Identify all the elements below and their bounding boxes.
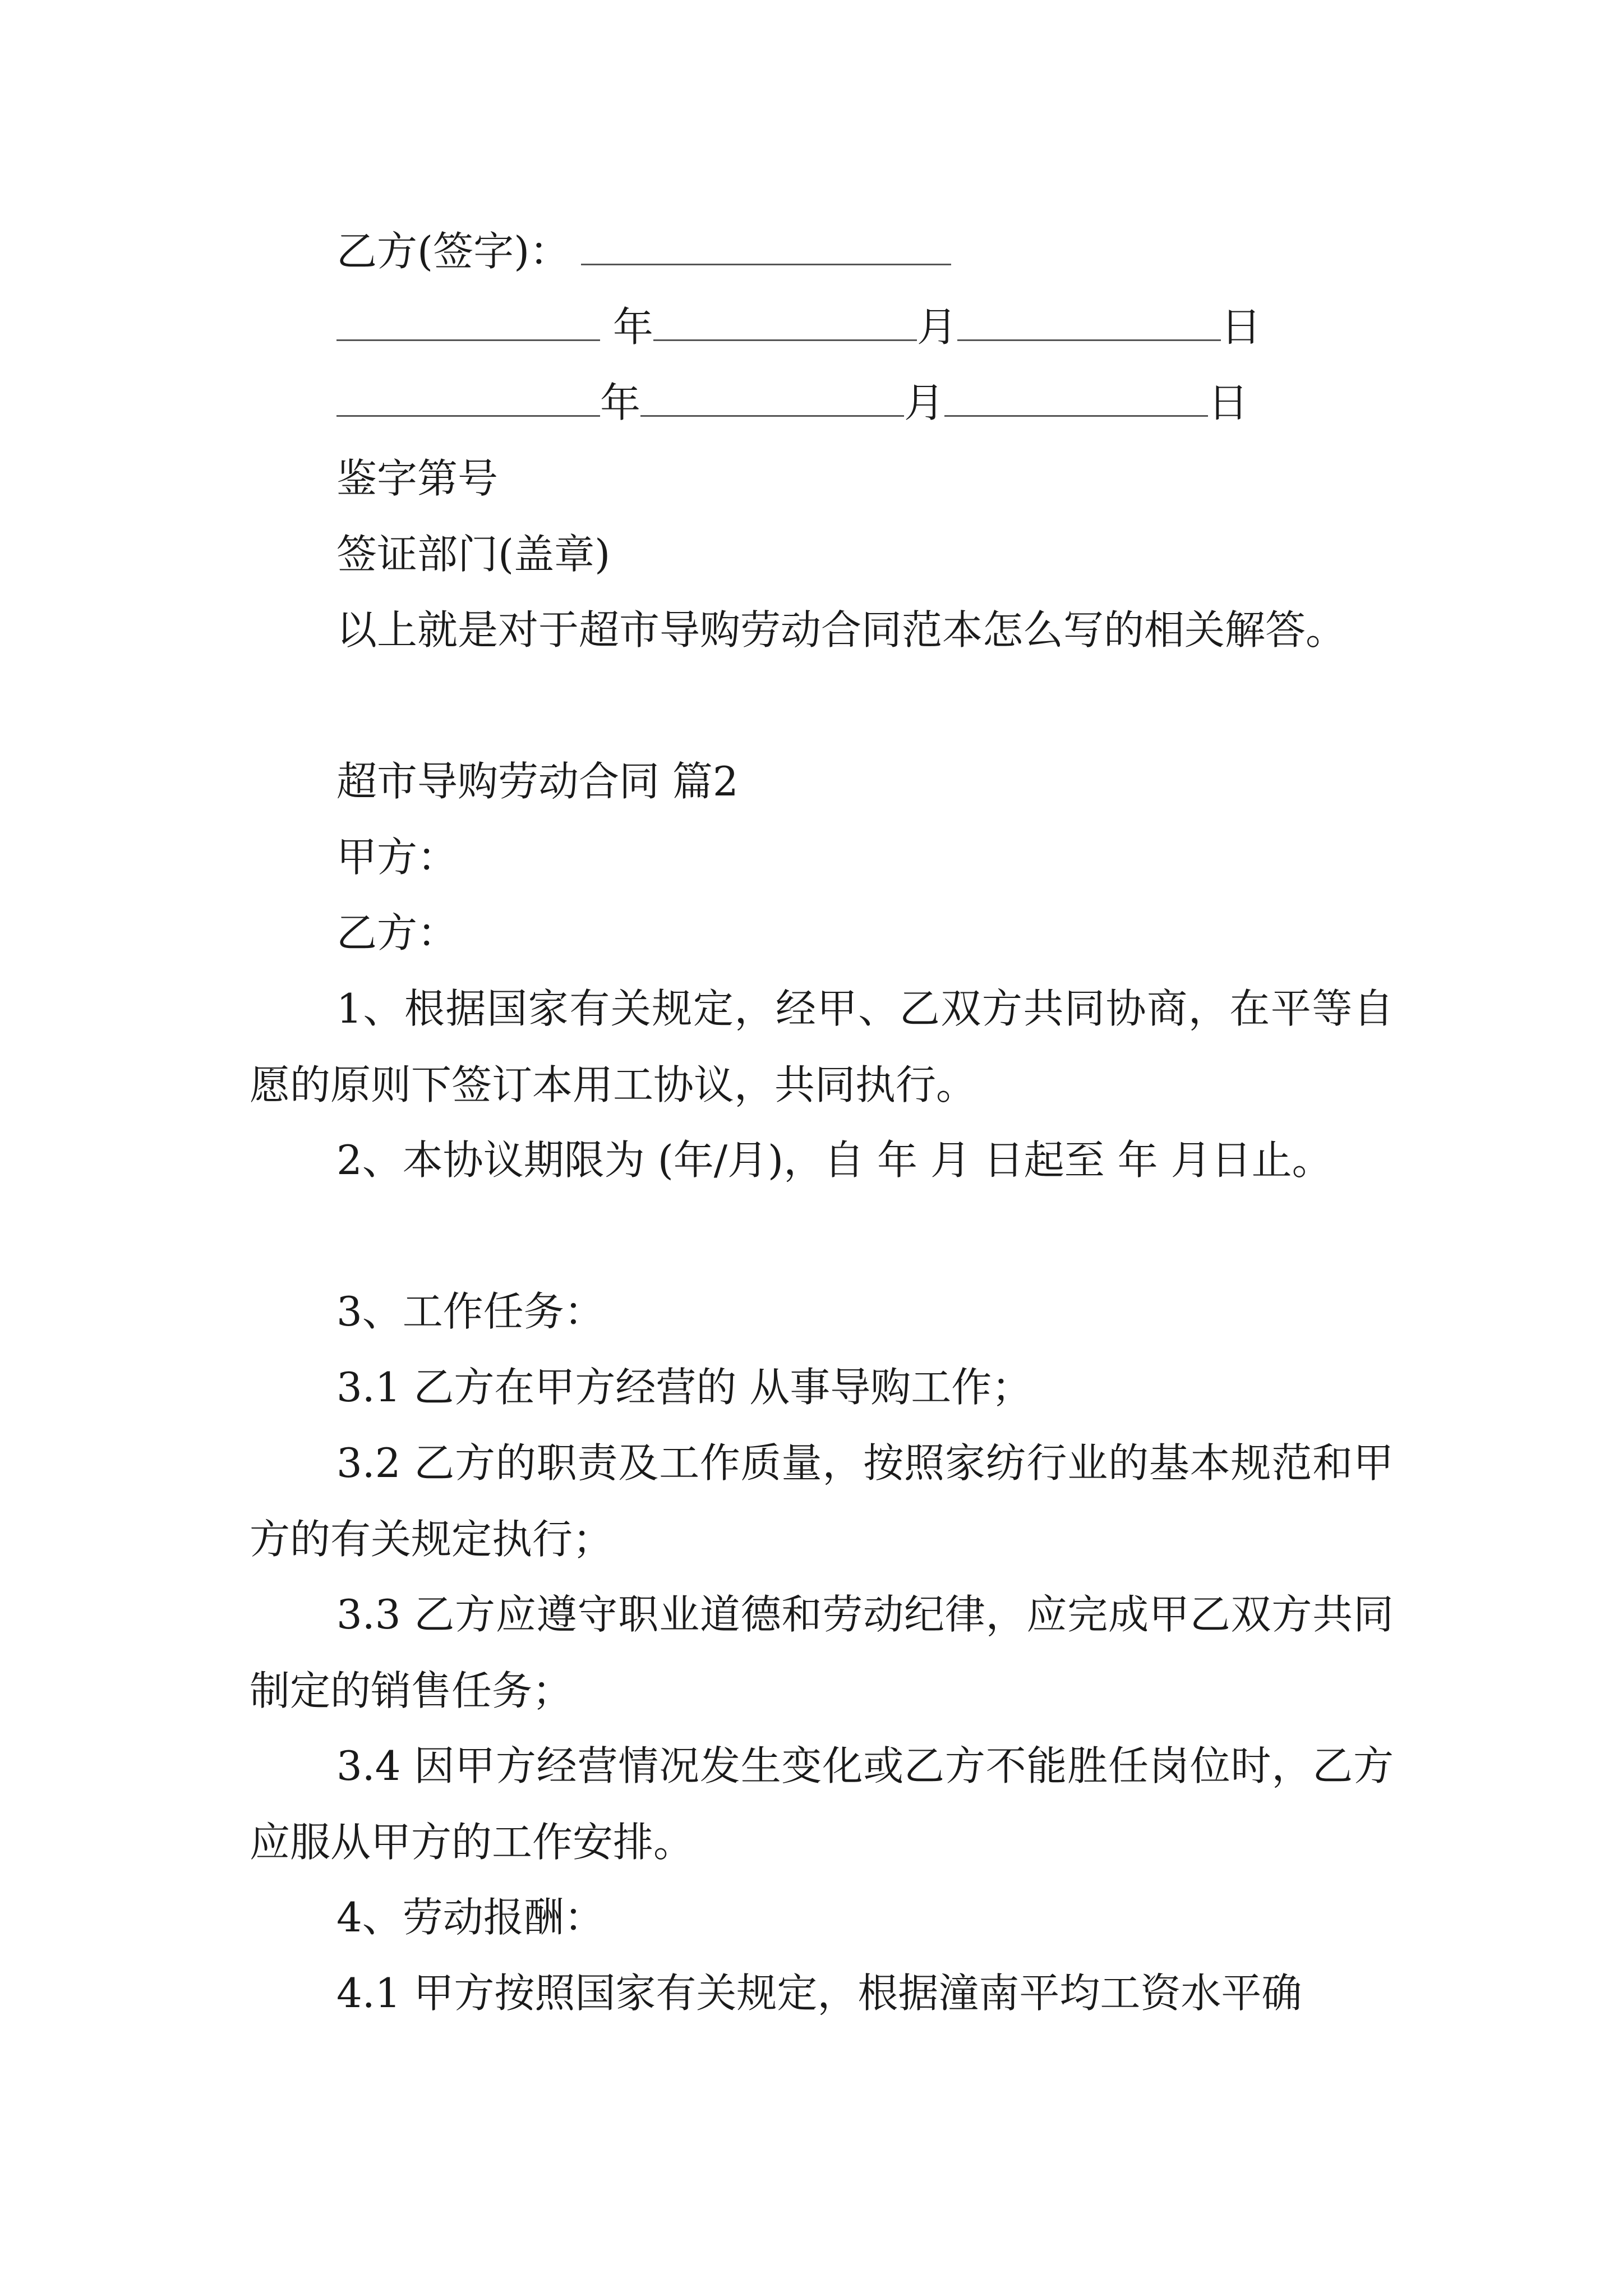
- section-heading: 超市导购劳动合同 篇2: [336, 758, 739, 805]
- clause-3-4: 3.4 因甲方经营情况发生变化或乙方不能胜任岗位时，乙方应服从甲方的工作安排。: [250, 1742, 1394, 1866]
- clause-2: 2、本协议期限为 (年/月)，自 年 月 日起至 年 月日止。: [336, 1137, 1332, 1184]
- party-b-sign-label: 乙方(签字)：: [336, 228, 570, 275]
- closing-paragraph: 以上就是对于超市导购劳动合同范本怎么写的相关解答。: [336, 606, 1347, 654]
- date-line-2: [336, 365, 1248, 441]
- day-label: 日: [1208, 379, 1249, 426]
- year-label: 年: [600, 379, 641, 426]
- seal-number: 鉴字第号: [336, 455, 499, 502]
- month-blank: [653, 295, 917, 341]
- date-line-1: [336, 289, 1261, 365]
- year-blank: [336, 295, 600, 341]
- clause-4-1: 4.1 甲方按照国家有关规定，根据潼南平均工资水平确: [336, 1970, 1302, 2017]
- clause-1: 1、根据国家有关规定，经甲、乙双方共同协商，在平等自愿的原则下签订本用工协议，共同执行。: [250, 985, 1394, 1108]
- month-label: 月: [904, 379, 945, 426]
- party-b-signature-line: [336, 213, 951, 289]
- year-label: 年: [612, 303, 653, 351]
- party-a-label: 甲方：: [336, 834, 458, 881]
- clause-3-3: 3.3 乙方应遵守职业道德和劳动纪律，应完成甲乙双方共同制定的销售任务；: [250, 1591, 1394, 1714]
- clause-3-heading: 3、工作任务：: [336, 1288, 605, 1335]
- year-blank: [336, 370, 600, 417]
- certifying-department: 签证部门(盖章): [336, 531, 611, 578]
- day-blank: [944, 370, 1208, 417]
- day-blank: [957, 295, 1221, 341]
- day-label: 日: [1220, 303, 1261, 351]
- month-blank: [640, 370, 904, 417]
- clause-4-heading: 4、劳动报酬：: [336, 1894, 605, 1941]
- signature-blank: [581, 219, 951, 265]
- clause-3-1: 3.1 乙方在甲方经营的 从事导购工作；: [336, 1364, 1032, 1411]
- clause-3-2: 3.2 乙方的职责及工作质量，按照家纺行业的基本规范和甲方的有关规定执行；: [250, 1439, 1394, 1563]
- party-b-label: 乙方：: [336, 909, 458, 956]
- month-label: 月: [916, 303, 957, 351]
